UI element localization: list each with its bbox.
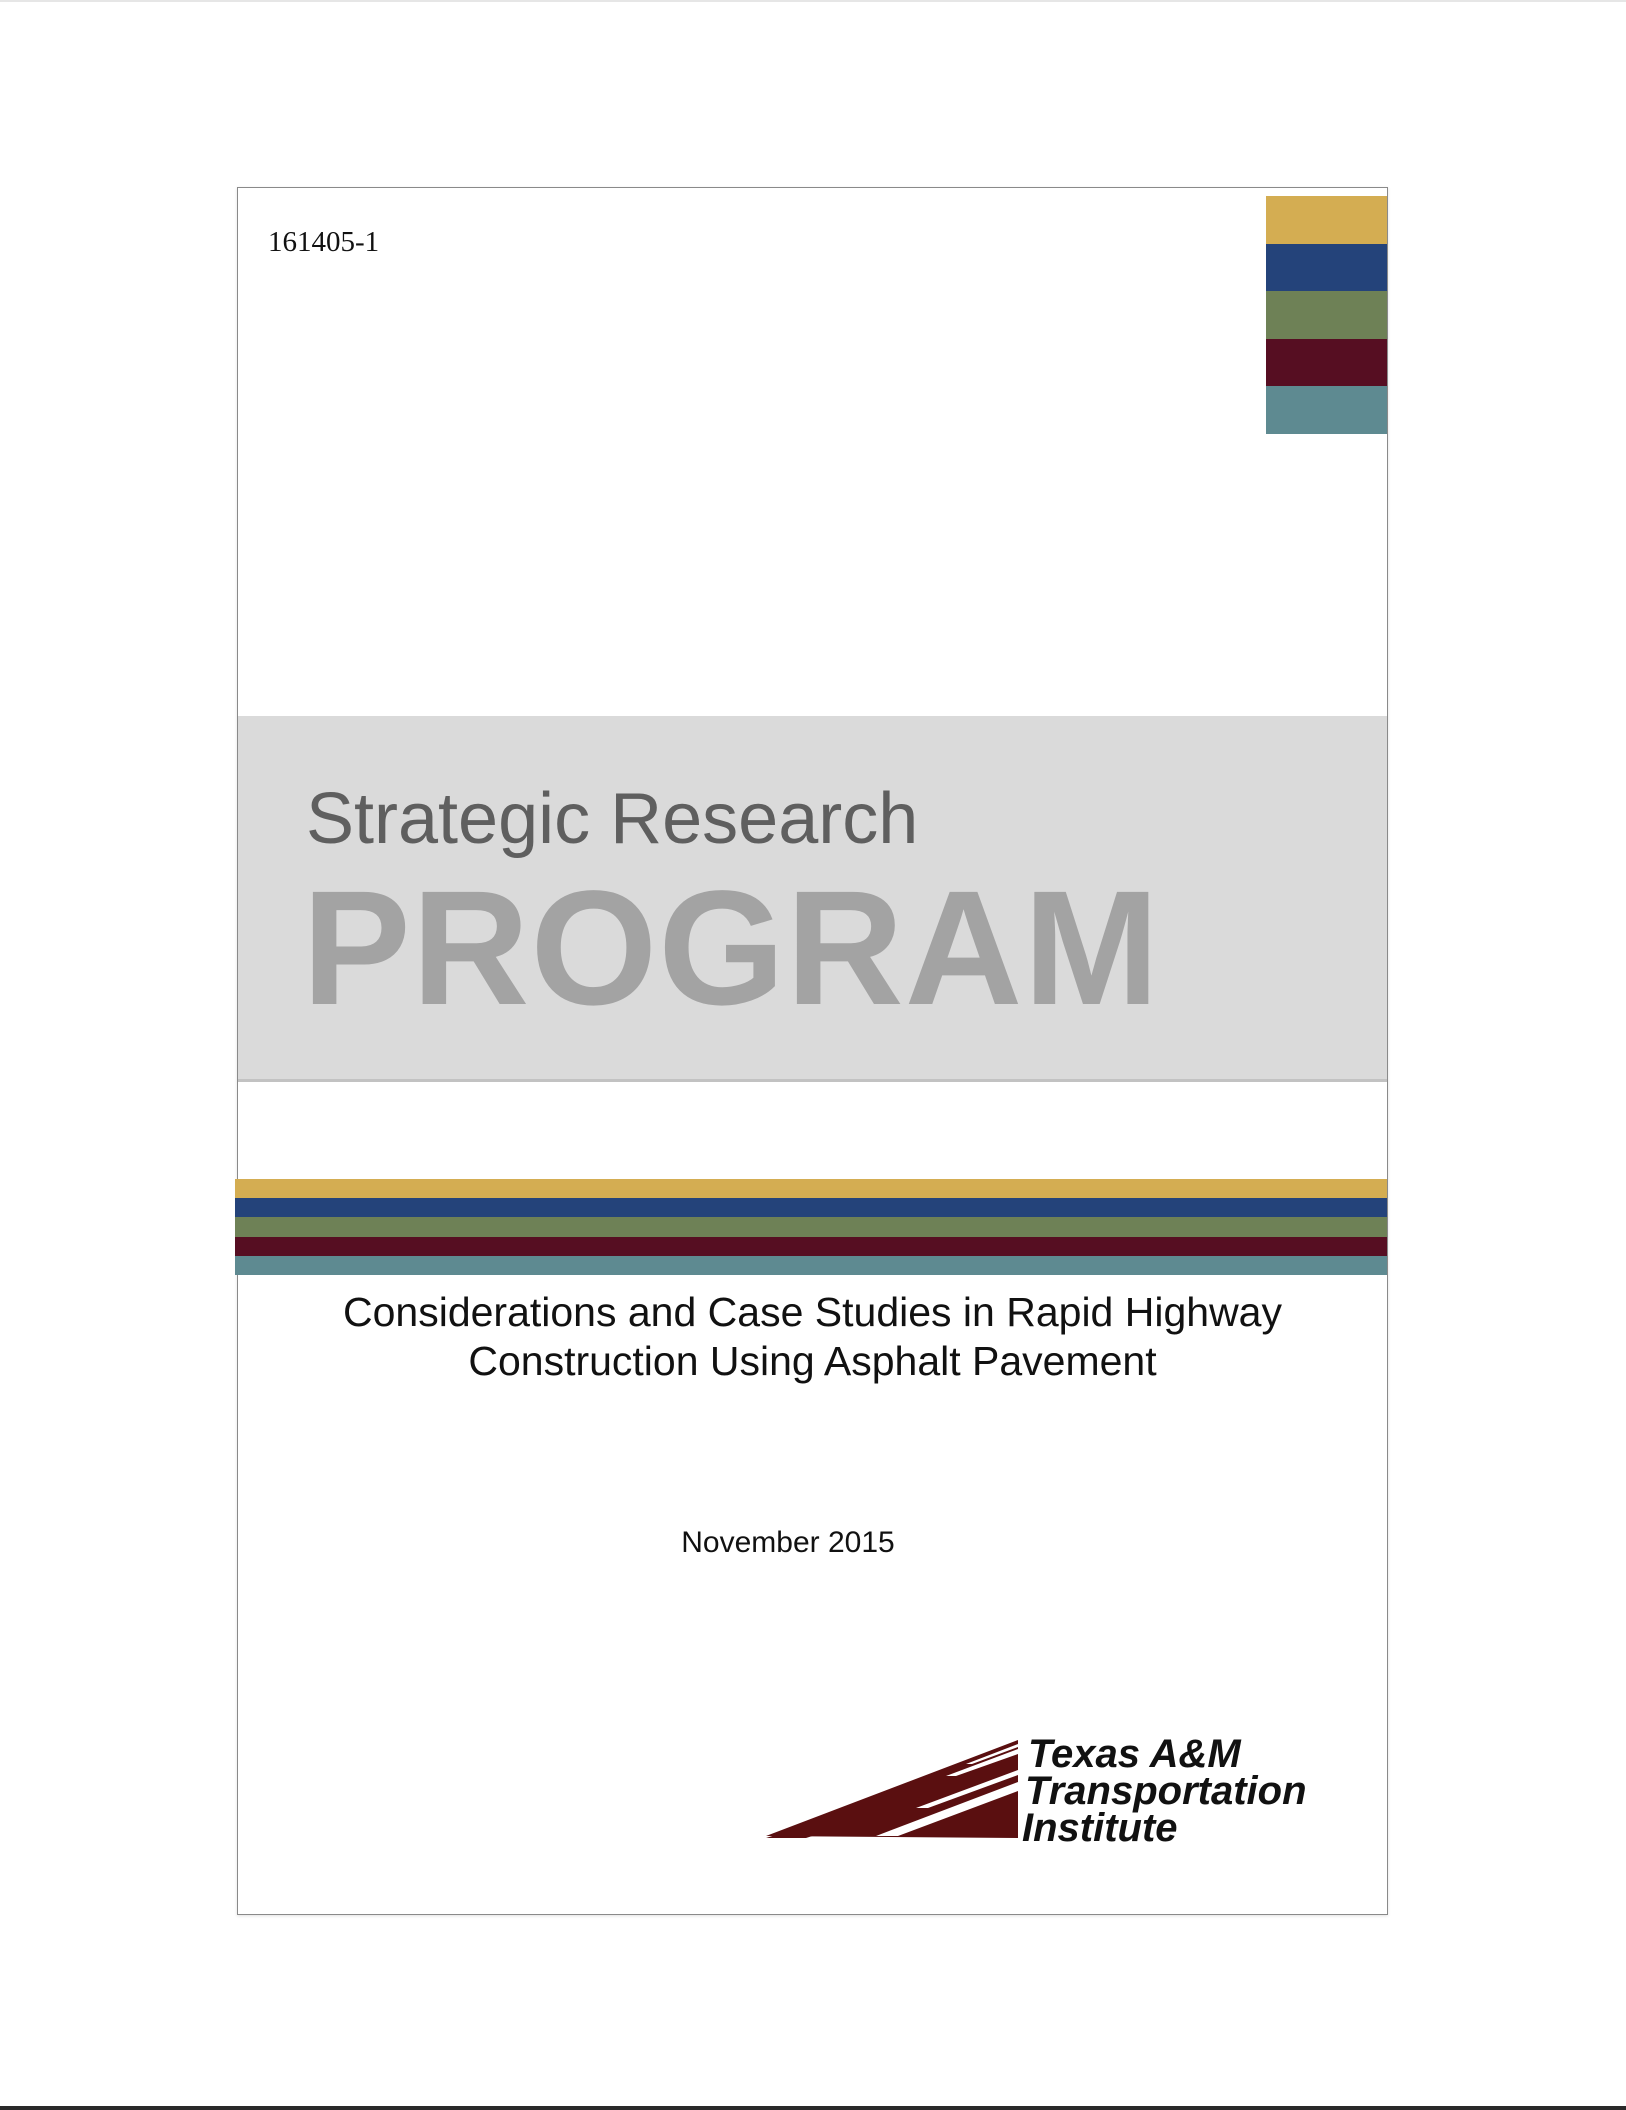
stripe-olive (235, 1217, 1387, 1236)
swatch-olive (1266, 291, 1387, 339)
document-date: November 2015 (681, 1526, 895, 1559)
logo-line-2: Transportation (1025, 1769, 1307, 1813)
bottom-rule (0, 2106, 1626, 2110)
top-rule (0, 0, 1626, 2)
document-title-line-1: Considerations and Case Studies in Rapid Highway (343, 1289, 1282, 1335)
stripe-teal (235, 1256, 1387, 1275)
swatch-maroon (1266, 339, 1387, 387)
program-title: PROGRAM (302, 856, 1161, 1039)
stripe-gold (235, 1179, 1387, 1198)
color-stripe-band (235, 1179, 1387, 1275)
logo-line-1: Texas A&M (1028, 1732, 1241, 1776)
program-banner (238, 716, 1387, 1082)
tti-logo-text (1022, 1732, 1307, 1850)
logo-line-3: Institute (1022, 1806, 1178, 1850)
stripe-navy (235, 1198, 1387, 1217)
swatch-gold (1266, 196, 1387, 244)
stripe-maroon (235, 1237, 1387, 1256)
program-subtitle: Strategic Research (306, 779, 919, 859)
tti-logo (766, 1732, 1326, 1876)
swatch-navy (1266, 244, 1387, 292)
color-swatch-stack (1266, 196, 1387, 434)
document-title (238, 1288, 1387, 1386)
document-title-line-2: Construction Using Asphalt Pavement (468, 1338, 1157, 1384)
document-page (237, 187, 1388, 1915)
report-number: 161405-1 (268, 226, 380, 258)
swatch-teal (1266, 386, 1387, 434)
